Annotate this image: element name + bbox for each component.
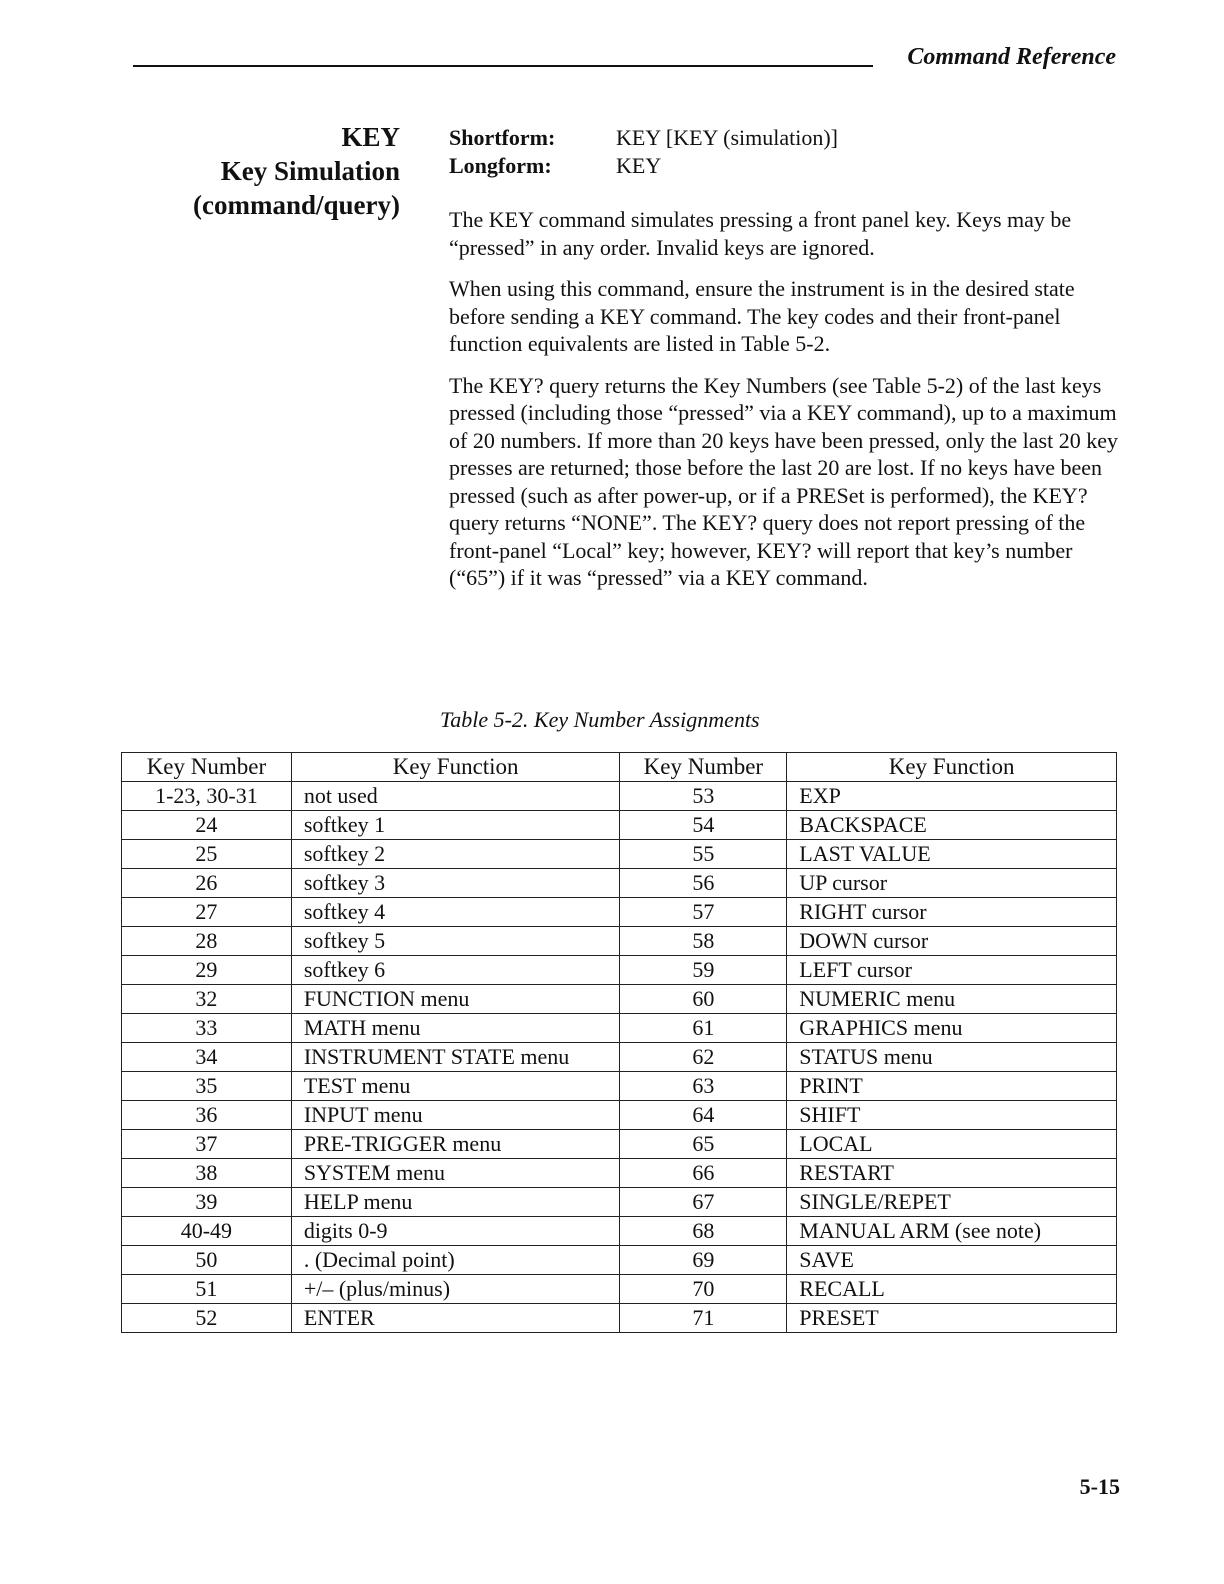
key-function-cell: softkey 3 — [291, 869, 620, 898]
key-function-cell: INSTRUMENT STATE menu — [291, 1043, 620, 1072]
key-function-cell: HELP menu — [291, 1188, 620, 1217]
key-function-cell: digits 0-9 — [291, 1217, 620, 1246]
key-function-cell: UP cursor — [787, 869, 1117, 898]
paragraph: The KEY command simulates pressing a front panel key. Keys may be “pressed” in any order. Invalid keys are ignored. — [449, 207, 1072, 260]
key-number-cell: 32 — [122, 985, 292, 1014]
key-function-cell: FUNCTION menu — [291, 985, 620, 1014]
key-number-cell: 28 — [122, 927, 292, 956]
table-row — [122, 927, 1117, 956]
table-row — [122, 1217, 1117, 1246]
key-function-cell: NUMERIC menu — [787, 985, 1117, 1014]
paragraph: The KEY? query returns the Key Numbers (see Table 5-2) of the last keys pressed (including those “pressed” via a KEY command), up to a maximum of 20 numbers. If more than 20 keys have been pressed, only the last 20 key presses are returned; those before the last 20 are lost. If no keys have been pressed (such as after power-up, or if a PRESet is performed), the KEY? query returns “NONE”. The KEY? query does not report pressing of the front-panel “Local” key; however, KEY? will report that key’s number (“65”) if it was “pressed” via a KEY command. — [449, 372, 1118, 590]
key-function-cell: GRAPHICS menu — [787, 1014, 1117, 1043]
key-number-cell: 40-49 — [122, 1217, 292, 1246]
table-row — [122, 1014, 1117, 1043]
key-function-cell: LOCAL — [787, 1130, 1117, 1159]
key-number-cell: 33 — [122, 1014, 292, 1043]
key-function-cell: softkey 1 — [291, 811, 620, 840]
paragraph: When using this command, ensure the instrument is in the desired state before sending a KEY command. The key codes and their front-panel function equivalents are listed in Table 5-2. — [449, 276, 1075, 356]
table-row — [122, 1275, 1117, 1304]
command-title: Key Simulation — [220, 156, 400, 186]
key-function-cell: softkey 6 — [291, 956, 620, 985]
command-forms — [449, 124, 838, 180]
key-function-cell: . (Decimal point) — [291, 1246, 620, 1275]
key-function-cell: LEFT cursor — [787, 956, 1117, 985]
table-row — [122, 1072, 1117, 1101]
table-caption: Table 5-2. Key Number Assignments — [440, 707, 760, 732]
page-number: 5-15 — [1079, 1474, 1120, 1499]
key-function-cell: MATH menu — [291, 1014, 620, 1043]
key-number-cell: 66 — [620, 1159, 787, 1188]
key-number-cell: 27 — [122, 898, 292, 927]
description — [449, 206, 1119, 606]
key-function-cell: PRE-TRIGGER menu — [291, 1130, 620, 1159]
key-number-cell: 53 — [620, 782, 787, 811]
table-row — [122, 898, 1117, 927]
key-function-cell: STATUS menu — [787, 1043, 1117, 1072]
key-function-cell: +/– (plus/minus) — [291, 1275, 620, 1304]
key-function-cell: DOWN cursor — [787, 927, 1117, 956]
key-function-cell: softkey 4 — [291, 898, 620, 927]
key-number-cell: 51 — [122, 1275, 292, 1304]
key-number-cell: 52 — [122, 1304, 292, 1333]
key-number-cell: 62 — [620, 1043, 787, 1072]
table-row — [122, 1246, 1117, 1275]
key-function-cell: RIGHT cursor — [787, 898, 1117, 927]
table-row — [122, 1043, 1117, 1072]
command-heading — [100, 120, 400, 222]
key-function-cell: EXP — [787, 782, 1117, 811]
key-number-cell: 68 — [620, 1217, 787, 1246]
longform-label: Longform: — [449, 153, 552, 178]
key-number-cell: 70 — [620, 1275, 787, 1304]
key-number-cell: 67 — [620, 1188, 787, 1217]
command-name: KEY — [341, 122, 400, 152]
table-row — [122, 1159, 1117, 1188]
key-function-cell: SAVE — [787, 1246, 1117, 1275]
table-row — [122, 985, 1117, 1014]
column-header: Key Number — [122, 753, 292, 782]
key-function-cell: RESTART — [787, 1159, 1117, 1188]
key-number-cell: 64 — [620, 1101, 787, 1130]
column-header: Key Function — [787, 753, 1117, 782]
table-row — [122, 1188, 1117, 1217]
longform-value: KEY — [616, 153, 662, 178]
key-function-cell: softkey 2 — [291, 840, 620, 869]
key-number-cell: 58 — [620, 927, 787, 956]
key-function-cell: SYSTEM menu — [291, 1159, 620, 1188]
table-row — [122, 1130, 1117, 1159]
key-function-cell: LAST VALUE — [787, 840, 1117, 869]
key-number-cell: 71 — [620, 1304, 787, 1333]
key-number-cell: 26 — [122, 869, 292, 898]
table-header-row — [122, 753, 1117, 782]
key-function-cell: RECALL — [787, 1275, 1117, 1304]
key-function-cell: SHIFT — [787, 1101, 1117, 1130]
key-number-cell: 37 — [122, 1130, 292, 1159]
key-number-cell: 39 — [122, 1188, 292, 1217]
section-header: Command Reference — [907, 44, 1116, 70]
key-number-cell: 36 — [122, 1101, 292, 1130]
column-header: Key Function — [291, 753, 620, 782]
key-number-cell: 69 — [620, 1246, 787, 1275]
key-number-cell: 61 — [620, 1014, 787, 1043]
table-row — [122, 811, 1117, 840]
key-function-cell: PRESET — [787, 1304, 1117, 1333]
key-number-cell: 1-23, 30-31 — [122, 782, 292, 811]
table-row — [122, 782, 1117, 811]
key-number-cell: 55 — [620, 840, 787, 869]
column-header: Key Number — [620, 753, 787, 782]
shortform-label: Shortform: — [449, 125, 556, 150]
key-number-cell: 56 — [620, 869, 787, 898]
key-number-cell: 29 — [122, 956, 292, 985]
key-number-cell: 65 — [620, 1130, 787, 1159]
key-number-cell: 59 — [620, 956, 787, 985]
key-function-cell: INPUT menu — [291, 1101, 620, 1130]
key-function-cell: PRINT — [787, 1072, 1117, 1101]
key-number-cell: 35 — [122, 1072, 292, 1101]
key-number-cell: 60 — [620, 985, 787, 1014]
key-function-cell: softkey 5 — [291, 927, 620, 956]
key-number-cell: 34 — [122, 1043, 292, 1072]
key-number-cell: 63 — [620, 1072, 787, 1101]
table-row — [122, 840, 1117, 869]
key-number-cell: 38 — [122, 1159, 292, 1188]
table-row — [122, 956, 1117, 985]
table-row — [122, 1304, 1117, 1333]
shortform-value: KEY [KEY (simulation)] — [616, 125, 838, 150]
key-number-cell: 57 — [620, 898, 787, 927]
key-function-cell: TEST menu — [291, 1072, 620, 1101]
key-number-cell: 50 — [122, 1246, 292, 1275]
key-function-cell: SINGLE/REPET — [787, 1188, 1117, 1217]
command-type: (command/query) — [193, 190, 400, 220]
key-number-cell: 24 — [122, 811, 292, 840]
key-function-cell: BACKSPACE — [787, 811, 1117, 840]
key-function-cell: ENTER — [291, 1304, 620, 1333]
key-function-cell: not used — [291, 782, 620, 811]
key-number-table — [121, 752, 1117, 1333]
table-row — [122, 869, 1117, 898]
key-number-cell: 25 — [122, 840, 292, 869]
key-number-cell: 54 — [620, 811, 787, 840]
key-function-cell: MANUAL ARM (see note) — [787, 1217, 1117, 1246]
table-row — [122, 1101, 1117, 1130]
header-rule — [133, 65, 873, 67]
